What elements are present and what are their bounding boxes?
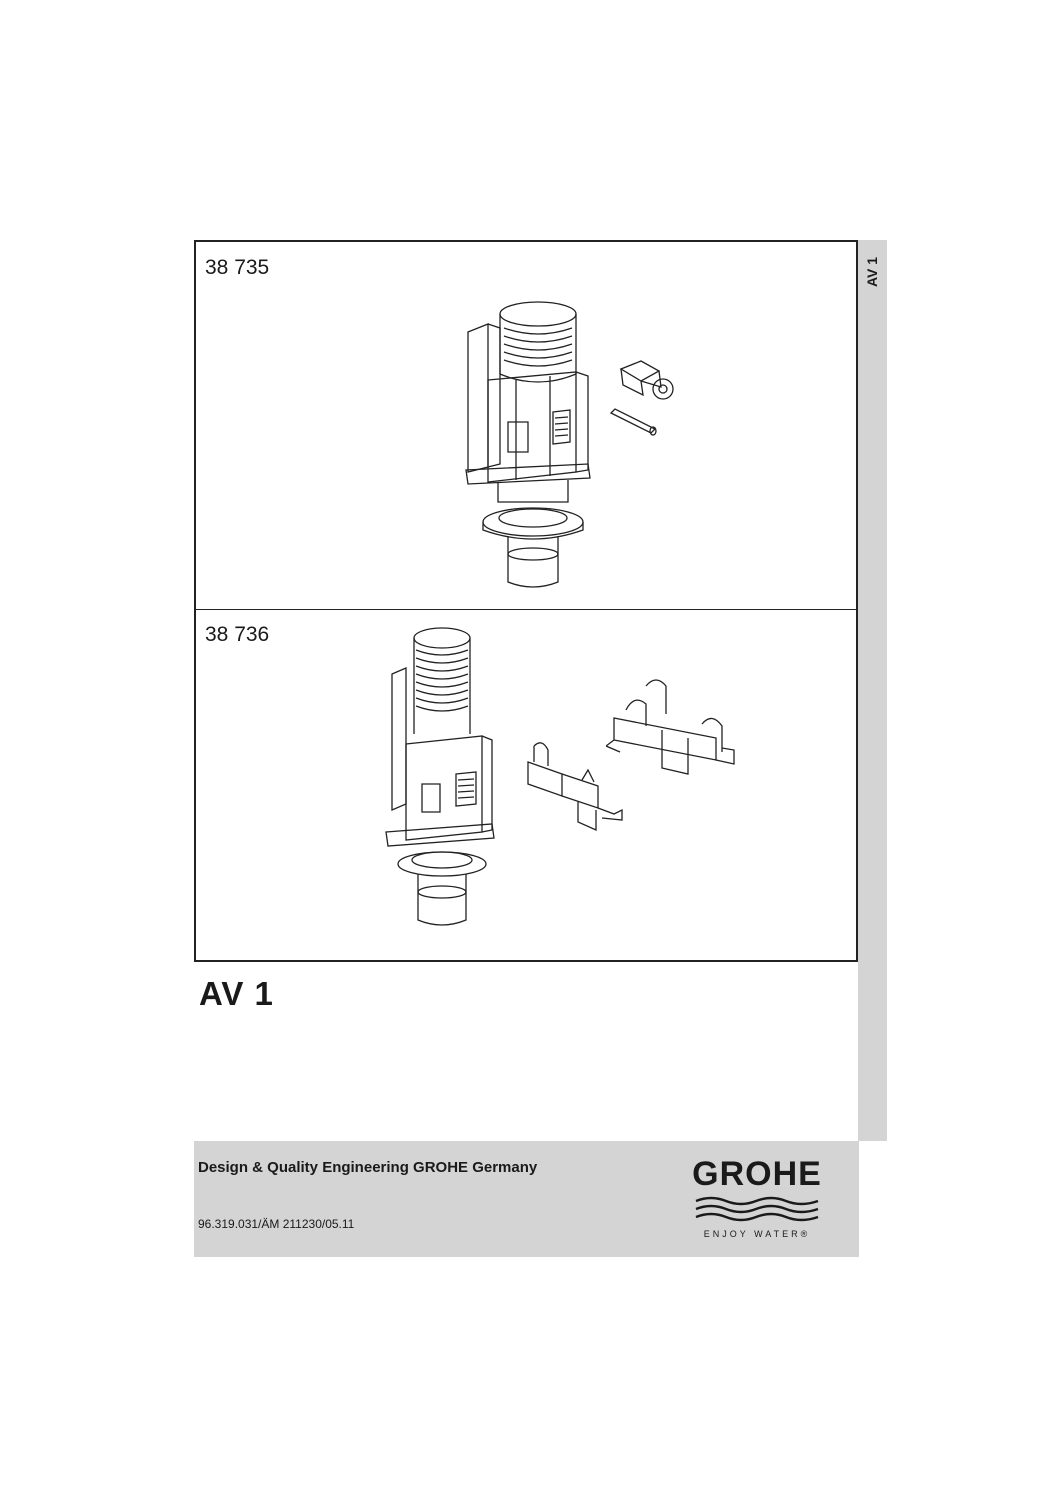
document-code: 96.319.031/ÄM 211230/05.11 — [198, 1217, 355, 1231]
logo-tagline: ENJOY WATER® — [703, 1229, 811, 1239]
grohe-logo — [690, 1157, 824, 1239]
document-footer — [194, 1141, 859, 1257]
adapter-and-pin-illustration — [601, 357, 691, 447]
model-number-38735: 38 735 — [205, 256, 270, 279]
logo-wordmark: GROHE — [692, 1155, 822, 1193]
panel-divider — [196, 609, 856, 610]
sidebar-label: AV 1 — [864, 256, 880, 288]
clip-bracket-right-illustration — [606, 674, 741, 794]
flush-valve-illustration-38736 — [382, 624, 502, 934]
model-number-38736: 38 736 — [205, 623, 270, 646]
product-title: AV 1 — [199, 975, 274, 1012]
product-drawing-frame — [194, 240, 858, 962]
water-waves-icon — [694, 1195, 820, 1225]
footer-claim: Design & Quality Engineering GROHE Germany — [198, 1159, 538, 1176]
document-sidebar — [858, 240, 887, 1141]
flush-valve-illustration-38735 — [458, 292, 678, 602]
